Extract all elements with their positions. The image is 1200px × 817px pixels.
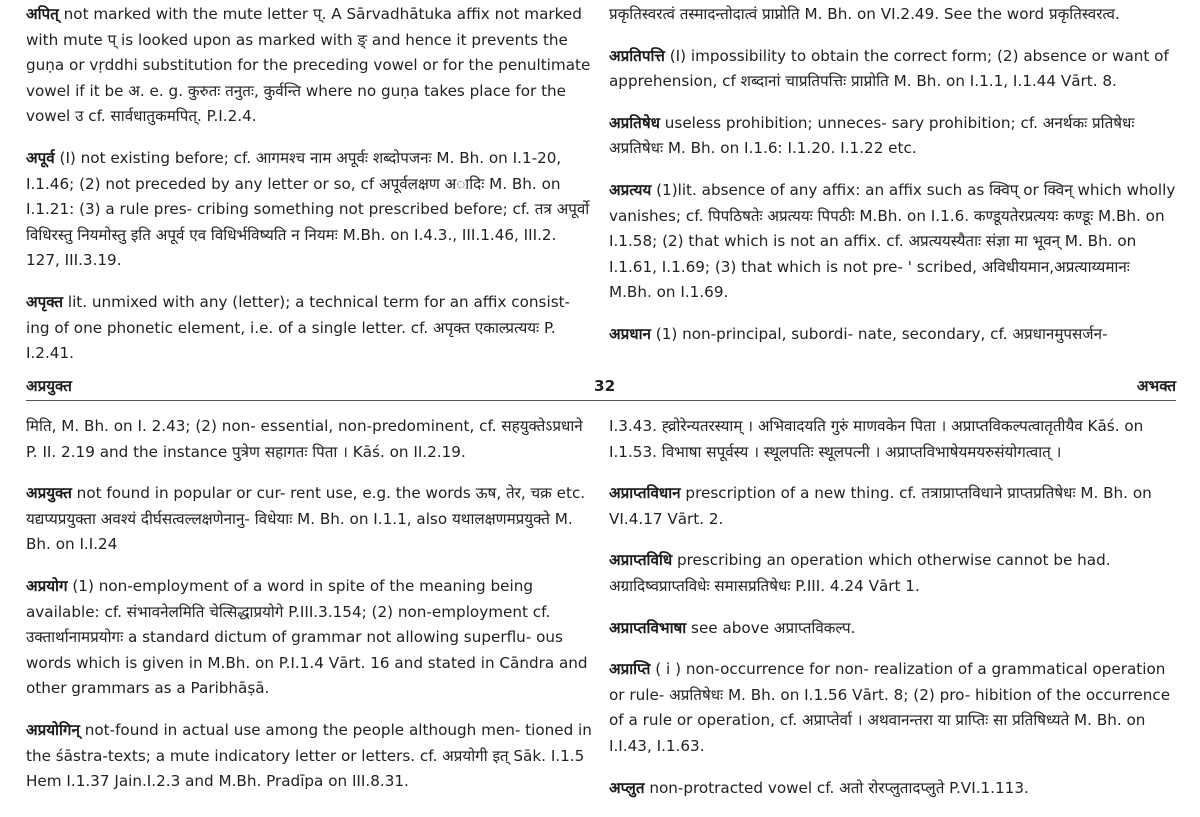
running-header (26, 374, 1176, 401)
definition: प्रकृतिस्वरत्वं तस्मादन्तोदात्वं प्राप्नोति M. Bh. on VI.2.49. See the word प्रकृतिस्वरत्व. (609, 5, 1120, 23)
definition: see above अप्राप्तविकल्प. (686, 618, 856, 637)
headword: अपित् (26, 5, 59, 23)
headword: अप्राप्तविधि (609, 551, 673, 570)
entry-apraptavibhasa (609, 616, 1177, 642)
entry-apraptavidhana (609, 481, 1177, 532)
definition: ( i ) non-occurrence for non- realization of a grammatical operation or rule- अप्रतिषेधः M. Bh. on I.1.56 Vārt. 8; (2) pro- hibition of the occurrence of a rule or operation, cf. अप्राप्तेर्वा । अथवानन्तरा या प्राप्तिः सा प्रतिषिध्यते M. Bh. on I.I.43, I.1.63. (609, 660, 1171, 755)
entry-continuation (609, 414, 1177, 465)
entry-apratisedha (609, 111, 1177, 162)
headword: अप्रधान (609, 324, 651, 343)
entry-aprayukta (26, 481, 594, 558)
definition: (I) impossibility to obtain the correct form; (2) absence or want of apprehension, cf शब्दानां चाप्रतिपत्तिः प्राप्नोति M. Bh. on I.1.1, I.1.44 Vārt. 8. (609, 46, 1169, 91)
headword: अपूर्व (26, 148, 55, 167)
entry-continuation (26, 414, 594, 465)
headword: अप्राप्तविधान (609, 484, 681, 503)
definition: (1)lit. absence of any affix: an affix such as क्विप् or क्विन् which wholly vanishes; cf. पिपठिषतेः अप्रत्ययः पिपठीः M.Bh. on I.1.6. कण्डूयतेरप्रत्ययः कण्डूः M.Bh. on I.1.58; (2) that which is not an affix. cf. अप्रत्ययस्यैताः संज्ञा मा भूवन् M. Bh. on I.1.61, I.1.69; (3) that which is not pre- ' scribed, अविधीयमान,अप्रत्याय्यमानः M.Bh. on I.1.69. (609, 180, 1176, 302)
headword: अप्रतिषेध (609, 113, 660, 132)
definition: not marked with the mute letter प्. A Sārvadhātuka affix not marked with mute प् is looked upon as marked with ङ् and hence it prevents the guṇa or vṛddhi substitution for the preceding vowel or for the penultimate vowel if it be अ. e. g. कुरुतः तनुतः, कुर्वन्ति where no guṇa takes place for the vowel उ cf. सार्वधातुकमपित्. P.I.2.4. (26, 5, 591, 126)
entry-apratipatti (609, 44, 1177, 95)
entry-apit (26, 2, 594, 130)
entry-aprayogin (26, 718, 594, 795)
definition: useless prohibition; unneces- sary prohibition; cf. अनर्थकः प्रतिषेधः अप्रतिषेधः M. Bh. on I.1.6: I.1.20. I.1.22 etc. (609, 113, 1135, 158)
definition: not-found in actual use among the people although men- tioned in the śāstra-texts; a mute indicatory letter or letters. cf. अप्रयोगी इत् Sāk. I.1.5 Hem I.1.37 Jain.I.2.3 and M.Bh. Pradīpa on III.8.31. (26, 720, 592, 791)
definition: prescribing an operation which otherwise cannot be had. अग्रादिष्वप्राप्तविधेः समासप्रतिषेधः P.III. 4.24 Vārt 1. (609, 551, 1111, 595)
header-last-word: अभक्त (1136, 377, 1176, 395)
entry-continuation (609, 2, 1177, 28)
headword: अप्लुत (609, 778, 645, 797)
entry-aprayoga (26, 574, 594, 702)
definition: prescription of a new thing. cf. तत्राप्राप्तविधाने प्राप्तप्रतिषेधः M. Bh. on VI.4.17 Vārt. 2. (609, 484, 1152, 528)
headword: अप्राप्तविभाषा (609, 618, 687, 637)
entry-apradhana (609, 322, 1177, 348)
definition: मिति, M. Bh. on I. 2.43; (2) non- essential, non-predominent, cf. सहयुक्तेऽप्रधाने P. II. 2.19 and the instance पुत्रेण सहागतः पिता । Kāś. on II.2.19. (26, 417, 583, 461)
definition: lit. unmixed with any (letter); a technical term for an affix consist- ing of one phonetic element, i.e. of a single letter. cf. अपृक्त एकाल्प्रत्ययः P. I.2.41. (26, 292, 571, 363)
top-right-column (609, 2, 1177, 364)
bottom-right-column (609, 414, 1177, 817)
definition: not found in popular or cur- rent use, e.g. the words ऊष, तेर, चक्र etc. यद्यप्यप्रयुक्ता अवश्यं दीर्घसत्वल्लक्षणेनानु- विधेयाः M. Bh. on I.1.1, also यथालक्षणमप्रयुक्ते M. Bh. on I.I.24 (26, 484, 586, 554)
definition: (1) non-employment of a word in spite of the meaning being available: cf. संभावनेलमिति चेत्सिद्धाप्रयोगे P.III.3.154; (2) non-employment cf. उक्तार्थानामप्रयोगः a standard dictum of grammar not allowing superflu- ous words which is given in M.Bh. on P.I.1.4 Vārt. 16 and stated in Cāndra and other grammars as a Paribhāṣā. (26, 576, 588, 698)
top-left-column (26, 2, 594, 383)
definition: (1) non-principal, subordi- nate, secondary, cf. अप्रधानमुपसर्जन- (650, 324, 1108, 343)
entry-aprkta (26, 290, 594, 367)
page-number: 32 (594, 377, 616, 395)
entry-apraptavidhi (609, 548, 1177, 599)
definition: non-protracted vowel cf. अतो रोरप्लुतादप्लुते P.VI.1.113. (644, 778, 1029, 797)
header-first-word: अप्रयुक्त (26, 377, 72, 395)
headword: अप्राप्ति (609, 660, 651, 679)
entry-apluta (609, 776, 1177, 802)
entry-apratyaya (609, 178, 1177, 306)
bottom-left-column (26, 414, 594, 811)
entry-apurva (26, 146, 594, 274)
headword: अपृक्त (26, 292, 64, 311)
headword: अप्रयोग (26, 576, 68, 595)
headword: अप्रतिपत्ति (609, 46, 665, 65)
definition: I.3.43. ह्व्रोरेन्यतरस्याम् । अभिवादयति गुरुं माणवकेन पिता । अप्राप्तविकल्पत्वातृतीयैव Kāś. on I.1.53. विभाषा सपूर्वस्य । स्थूलपतिः स्थूलपत्नी । अप्राप्तविभाषेयमयरुसंयोगत्वात् । (609, 417, 1144, 461)
headword: अप्रयोगिन् (26, 720, 80, 739)
definition: (I) not existing before; cf. आगमश्च नाम अपूर्वः शब्दोपजनः M. Bh. on I.1-20, I.1.46; (2) not preceded by any letter or so, cf अपूर्वलक्षण अादिः M. Bh. on I.1.21: (3) a rule pres- cribing something not prescribed before; cf. तत्र अपूर्वो विधिरस्तु नियमोस्तु इति अपूर्व एव विधिर्भविष्यति न नियमः M.Bh. on I.4.3., III.1.46, III.2. 127, III.3.19. (26, 148, 590, 270)
headword: अप्रत्यय (609, 180, 652, 199)
headword: अप्रयुक्त (26, 484, 72, 503)
entry-aprapti (609, 657, 1177, 759)
